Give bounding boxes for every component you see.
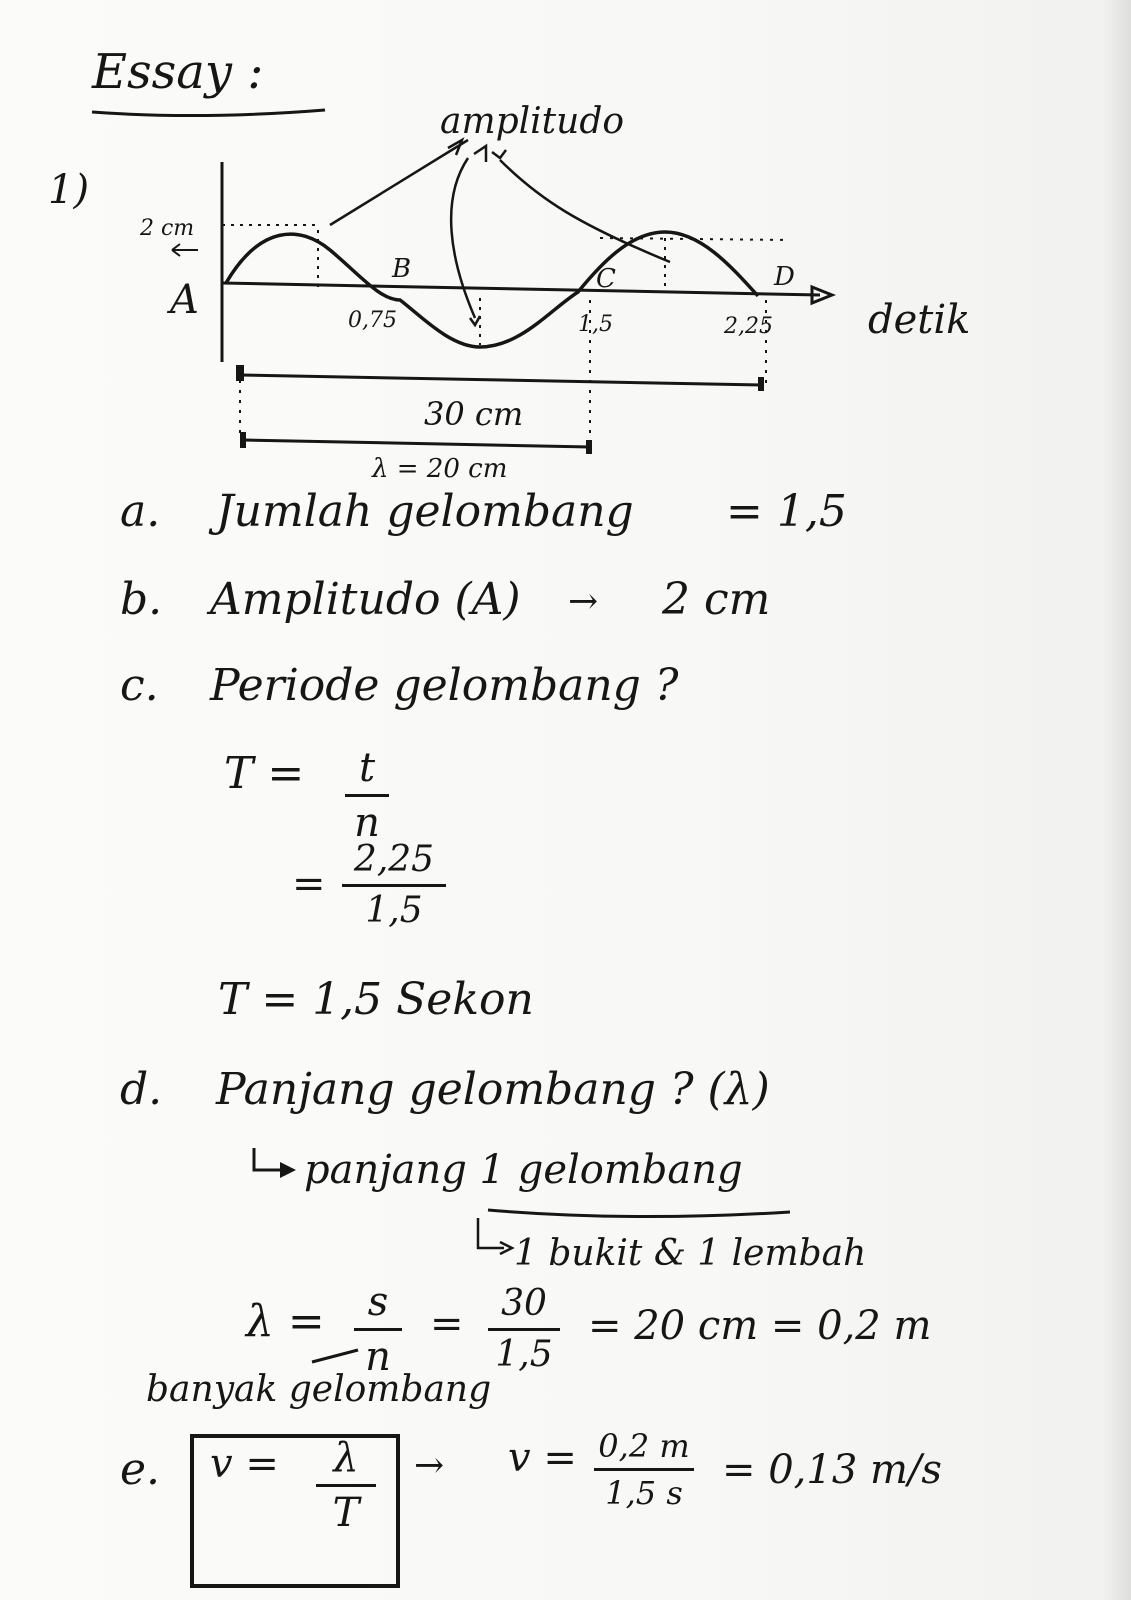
heading: Essay : <box>92 44 264 100</box>
velocity-box-fraction <box>316 1435 376 1536</box>
item-e-marker: e. <box>120 1444 161 1495</box>
fraction-denominator: T <box>332 1490 360 1536</box>
fraction-numerator: λ <box>333 1435 359 1481</box>
period-result: T = 1,5 Sekon <box>218 974 534 1025</box>
item-b-arrow: → <box>568 581 599 622</box>
item-c-marker: c. <box>120 660 159 711</box>
period-eq: = <box>292 861 326 907</box>
fraction-denominator: n <box>365 1334 391 1380</box>
item-a-text: Jumlah gelombang <box>216 486 634 537</box>
fraction-denominator: n <box>354 800 380 846</box>
lambda-lhs: λ = <box>246 1296 325 1347</box>
n-note: banyak gelombang <box>146 1369 492 1410</box>
tick-label-2: 1,5 <box>578 312 613 337</box>
fraction-numerator: 2,25 <box>353 839 435 880</box>
lambda-eq: = <box>430 1301 464 1347</box>
item-b-marker: b. <box>120 574 163 625</box>
item-b-answer: 2 cm <box>662 574 771 625</box>
amplitude-value: 2 cm <box>140 216 195 241</box>
velocity-lhs: v = <box>508 1435 577 1481</box>
span-total-label: 30 cm <box>424 395 524 433</box>
period-lhs: T = <box>224 748 305 799</box>
note-crest-trough: 1 bukit & 1 lembah <box>514 1233 867 1274</box>
velocity-box-lhs: v = <box>210 1441 279 1487</box>
lambda-result: = 20 cm = 0,2 m <box>588 1303 932 1349</box>
fraction-denominator: 1,5 s <box>605 1474 683 1512</box>
point-c: C <box>596 264 616 294</box>
fraction-denominator: 1,5 <box>495 1334 553 1375</box>
fraction-numerator: t <box>358 745 376 791</box>
item-b-text: Amplitudo (A) <box>210 574 521 625</box>
note-wavelength: panjang 1 gelombang <box>304 1147 743 1193</box>
amplitude-arrow-label: amplitudo <box>440 101 625 142</box>
velocity-fraction <box>594 1427 694 1512</box>
point-d: D <box>774 262 795 292</box>
point-a: A <box>170 277 199 323</box>
item-d-marker: d. <box>120 1064 163 1115</box>
item-a-marker: a. <box>120 486 161 537</box>
velocity-result: = 0,13 m/s <box>722 1447 942 1493</box>
fraction-denominator: 1,5 <box>365 890 423 931</box>
fraction-numerator: 30 <box>501 1283 547 1324</box>
tick-label-1: 0,75 <box>348 308 397 333</box>
item-d-text: Panjang gelombang ? (λ) <box>216 1064 770 1115</box>
question-number: 1) <box>48 167 90 213</box>
item-c-text: Periode gelombang ? <box>210 660 679 711</box>
item-a-answer: = 1,5 <box>726 486 847 537</box>
fraction-numerator: s <box>367 1279 389 1325</box>
axis-label: detik <box>868 297 971 343</box>
tick-label-3: 2,25 <box>724 314 773 339</box>
point-b: B <box>392 254 412 284</box>
fraction-numerator: 0,2 m <box>598 1427 690 1465</box>
span-lambda-label: λ = 20 cm <box>372 454 508 484</box>
velocity-arrow: → <box>414 1445 445 1486</box>
